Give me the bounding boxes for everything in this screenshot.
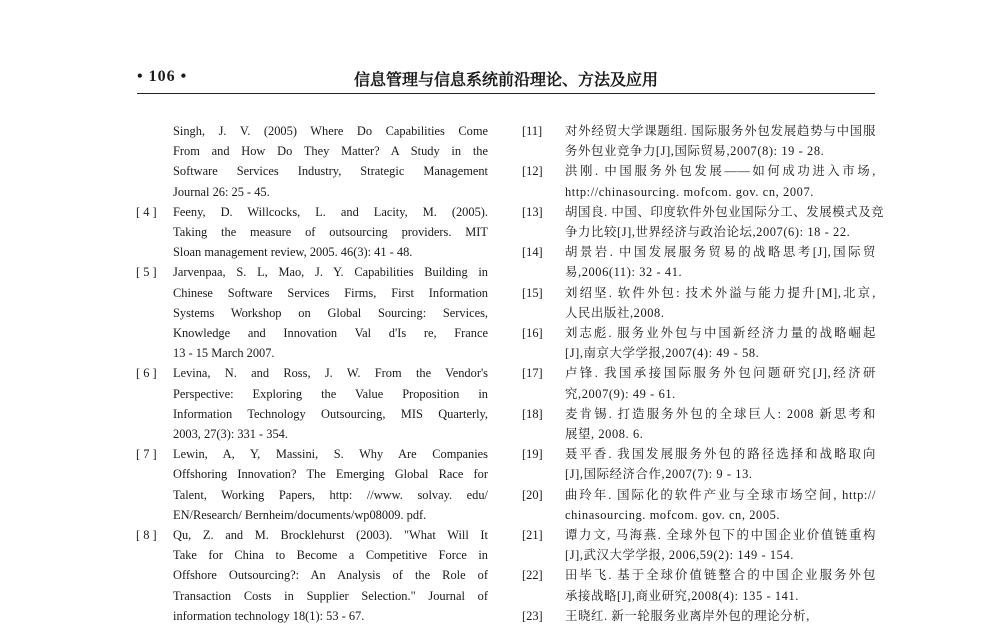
reference-text-line: Perspective: Exploring the Value Proposition in — [173, 386, 488, 401]
references-right-column — [522, 121, 885, 626]
reference-text-line: chinasourcing. mofcom. gov. cn, 2005. — [565, 507, 781, 522]
reference-number: [ 8 ] — [136, 528, 157, 543]
reference-text-line: [J],南京大学学报,2007(4): 49 - 58. — [565, 346, 760, 361]
reference-text-line: Taking the measure of outsourcing providers. MIT — [173, 225, 488, 240]
reference-text-line: 展望, 2008. 6. — [565, 427, 644, 442]
reference-number: [12] — [522, 164, 543, 179]
reference-entry — [522, 363, 876, 403]
reference-text-line: 务外包业竞争力[J],国际贸易,2007(8): 19 - 28. — [565, 144, 825, 159]
reference-text-line: 曲玲年. 国际化的软件产业与全球市场空间, http:// — [565, 487, 876, 502]
reference-number: [15] — [522, 285, 543, 300]
reference-text-line: information technology 18(1): 53 - 67. — [173, 608, 365, 623]
reference-text-line: Feeny, D. Willcocks, L. and Lacity, M. (2005). — [173, 204, 488, 219]
references-left-column — [136, 121, 488, 626]
reference-text-line: 谭力文, 马海燕. 全球外包下的中国企业价值链重构 — [565, 528, 876, 543]
reference-number: [14] — [522, 245, 543, 260]
reference-number: [ 6 ] — [136, 366, 157, 381]
reference-entry — [136, 525, 488, 626]
reference-number: [16] — [522, 326, 543, 341]
reference-text-line: Chinese Software Services Firms, First Information — [173, 285, 488, 300]
reference-text-line: [J],武汉大学学报, 2006,59(2): 149 - 154. — [565, 548, 794, 563]
reference-text-line: 13 - 15 March 2007. — [173, 346, 275, 361]
reference-text-line: Take for China to Become a Competitive Force in — [173, 548, 488, 563]
reference-text-line: 刘志彪. 服务业外包与中国新经济力量的战略崛起 — [565, 326, 876, 341]
reference-number: [11] — [522, 124, 543, 138]
reference-text-line: Levina, N. and Ross, J. W. From the Vendor's — [173, 366, 488, 381]
reference-text-line: 易,2006(11): 32 - 41. — [565, 265, 683, 280]
running-title: 信息管理与信息系统前沿理论、方法及应用 — [353, 70, 658, 89]
reference-number: [ 7 ] — [136, 447, 157, 462]
reference-text-line: 胡国良. 中国、印度软件外包业国际分工、发展模式及竞 — [565, 204, 885, 219]
reference-text-line: http://chinasourcing. mofcom. gov. cn, 2007. — [565, 184, 814, 199]
reference-text-line: Talent, Working Papers, http: //www. solvay. edu/ — [173, 487, 488, 502]
page-number: • 106 • — [137, 68, 188, 85]
reference-text-line: 2003, 27(3): 331 - 354. — [173, 427, 288, 442]
reference-number: [20] — [522, 487, 543, 502]
reference-entry — [136, 262, 488, 363]
reference-text-line: Journal 26: 25 - 45. — [173, 184, 270, 199]
reference-text-line: 胡景岩. 中国发展服务贸易的战略思考[J],国际贸 — [565, 245, 876, 260]
reference-number: [ 4 ] — [136, 204, 157, 219]
reference-text-line: Qu, Z. and M. Brocklehurst (2003). "What Will It — [173, 528, 488, 543]
reference-entry — [136, 121, 488, 202]
reference-entry — [522, 606, 876, 626]
reference-number: [17] — [522, 366, 543, 381]
reference-entry — [522, 121, 876, 161]
page-header — [137, 66, 875, 90]
reference-text-line: Offshoring Innovation? The Emerging Global Race for — [173, 467, 488, 482]
reference-text-line: 麦肯锡. 打造服务外包的全球巨人: 2008 新思考和 — [565, 406, 876, 421]
reference-text-line: 卢锋. 我国承接国际服务外包问题研究[J],经济研 — [565, 366, 876, 381]
reference-entry — [522, 242, 876, 282]
reference-text-line: Systems Workshop on Global Sourcing: Services, — [173, 305, 488, 320]
reference-entry — [522, 323, 876, 363]
reference-text-line: Sloan management review, 2005. 46(3): 41 - 48. — [173, 245, 413, 260]
reference-entry — [522, 283, 876, 323]
header-rule — [137, 93, 875, 94]
reference-text-line: 对外经贸大学课题组. 国际服务外包发展趋势与中国服 — [565, 124, 876, 138]
reference-text-line: EN/Research/ Bernheim/documents/wp08009. pdf. — [173, 507, 427, 522]
reference-text-line: 争力比较[J],世界经济与政治论坛,2007(6): 18 - 22. — [565, 225, 851, 240]
reference-text-line: [J],国际经济合作,2007(7): 9 - 13. — [565, 467, 753, 482]
reference-entry — [522, 565, 876, 605]
reference-number: [21] — [522, 528, 543, 543]
reference-text-line: Knowledge and Innovation Val d'Is re, France — [173, 326, 488, 341]
reference-entry — [136, 444, 488, 525]
reference-text-line: Singh, J. V. (2005) Where Do Capabilities Come — [173, 124, 488, 138]
reference-text-line: Lewin, A, Y, Massini, S. Why Are Companies — [173, 447, 488, 462]
reference-entry — [522, 485, 876, 525]
reference-number: [19] — [522, 447, 543, 462]
reference-entry — [522, 525, 876, 565]
reference-text-line: 聂平香. 我国发展服务外包的路径选择和战略取向 — [565, 447, 876, 462]
reference-number: [13] — [522, 204, 543, 219]
reference-text-line: 承接战略[J],商业研究,2008(4): 135 - 141. — [565, 588, 799, 603]
reference-text-line: 人民出版社,2008. — [565, 305, 665, 320]
reference-text-line: Offshore Outsourcing?: An Analysis of the Role of — [173, 568, 488, 583]
reference-text-line: 洪刚. 中国服务外包发展——如何成功进入市场, — [565, 164, 876, 179]
reference-text-line: Information Technology Outsourcing, MIS Quarterly, — [173, 406, 488, 421]
reference-number: [22] — [522, 568, 543, 583]
reference-number: [23] — [522, 608, 543, 623]
reference-text-line: 究,2007(9): 49 - 61. — [565, 386, 676, 401]
reference-text-line: Jarvenpaa, S. L, Mao, J. Y. Capabilities Building in — [173, 265, 488, 280]
reference-entry — [522, 161, 876, 201]
reference-entry — [136, 363, 488, 444]
reference-text-line: 王晓红. 新一轮服务业离岸外包的理论分析, — [565, 608, 810, 623]
reference-entry — [136, 202, 488, 263]
reference-number: [ 5 ] — [136, 265, 157, 280]
reference-entry — [522, 202, 885, 242]
reference-text-line: Transaction Costs in Supplier Selection." Journal of — [173, 588, 488, 603]
reference-text-line: 刘绍坚. 软件外包: 技术外溢与能力提升[M],北京, — [565, 285, 876, 300]
reference-entry — [522, 444, 876, 484]
reference-text-line: Software Services Industry, Strategic Management — [173, 164, 488, 179]
reference-number: [18] — [522, 406, 543, 421]
reference-text-line: 田毕飞. 基于全球价值链整合的中国企业服务外包 — [565, 568, 876, 583]
reference-text-line: From and How Do They Matter? A Study in the — [173, 144, 488, 159]
reference-entry — [522, 404, 876, 444]
